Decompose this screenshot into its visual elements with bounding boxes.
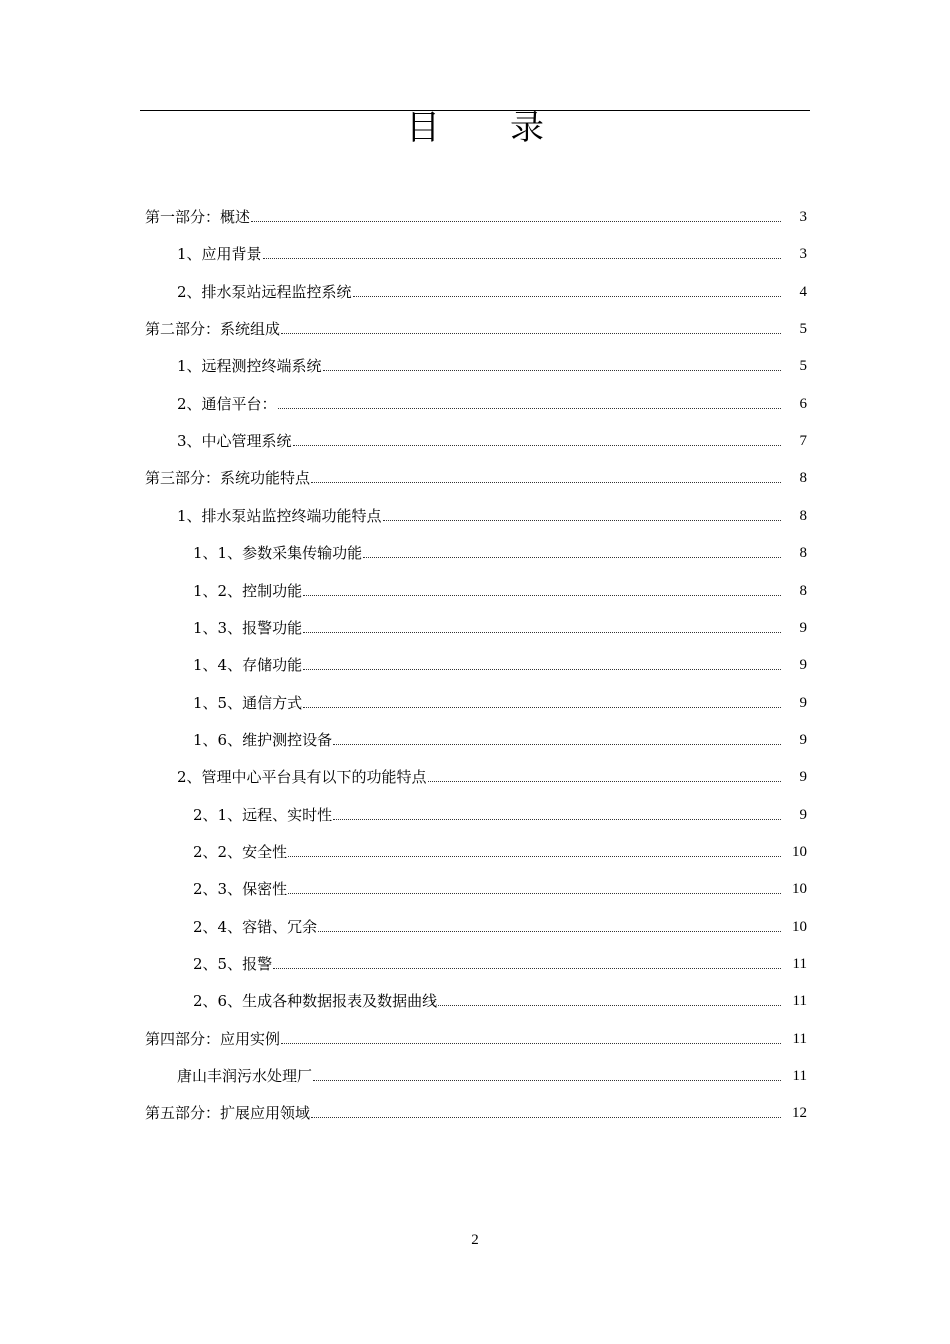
dot-leader [288, 856, 781, 857]
toc-entry-label: 1、6、维护测控设备 [193, 730, 333, 749]
toc-entry[interactable] [193, 825, 807, 862]
toc-entry-page-number: 11 [792, 956, 807, 972]
toc-entry-page-number: 10 [792, 843, 807, 860]
dot-leader [273, 968, 781, 969]
toc-entry-page-number: 9 [799, 619, 807, 636]
toc-entry-page-number: 9 [799, 657, 807, 674]
dot-leader [428, 781, 781, 782]
dot-leader [263, 258, 781, 259]
dot-leader [313, 1080, 781, 1081]
toc-entry[interactable] [145, 1012, 807, 1049]
dot-leader [303, 632, 781, 633]
toc-entry-label: 2、5、报警 [193, 955, 273, 973]
dot-leader [288, 893, 781, 894]
dot-leader [281, 1043, 781, 1044]
toc-entry-label: 2、6、生成各种数据报表及数据曲线 [193, 992, 438, 1011]
toc-entry[interactable] [193, 974, 807, 1011]
toc-entry-label: 唐山丰润污水处理厂 [177, 1067, 313, 1086]
toc-entry-label: 2、管理中心平台具有以下的功能特点 [177, 768, 427, 787]
toc-entry[interactable] [145, 302, 807, 339]
dot-leader [303, 595, 781, 596]
toc-entry[interactable] [193, 638, 807, 675]
toc-entry-page-number: 8 [799, 545, 807, 562]
toc-entry-page-number: 12 [792, 1105, 807, 1122]
dot-leader [353, 296, 781, 297]
toc-entry-page-number: 8 [799, 507, 807, 524]
toc-entry-label: 2、3、保密性 [193, 880, 288, 899]
toc-entry-page-number: 5 [799, 321, 807, 338]
toc-entry[interactable] [177, 489, 807, 526]
toc-title: 目录 [406, 108, 614, 148]
toc-entry[interactable] [145, 1086, 807, 1123]
toc-entry-label: 2、通信平台： [177, 394, 277, 413]
toc-entry[interactable] [177, 414, 807, 451]
toc-entry[interactable] [193, 900, 807, 937]
toc-entry[interactable] [145, 451, 807, 488]
toc-entry-page-number: 4 [799, 283, 807, 300]
dot-leader [251, 221, 781, 222]
toc-entry[interactable] [177, 750, 807, 787]
toc-entry-label: 1、1、参数采集传输功能 [193, 544, 363, 563]
dot-leader [318, 931, 781, 932]
toc-entry[interactable] [193, 788, 807, 825]
toc-entry-label: 1、3、报警功能 [193, 618, 303, 637]
dot-leader [311, 1117, 781, 1118]
toc-entry-label: 第三部分：系统功能特点 [145, 469, 311, 488]
toc-entry-page-number: 9 [799, 731, 807, 748]
dot-leader [281, 333, 781, 334]
page-number: 2 [471, 1232, 479, 1248]
toc-entry[interactable] [177, 265, 807, 302]
toc-entry-page-number: 11 [792, 1068, 807, 1085]
toc-entry-label: 2、2、安全性 [193, 842, 288, 861]
toc-entry[interactable] [193, 526, 807, 563]
toc-entry-label: 1、应用背景 [177, 245, 262, 264]
toc-entry[interactable] [177, 1049, 807, 1086]
toc-entry-label: 第四部分：应用实例 [145, 1029, 281, 1048]
toc-entry[interactable] [193, 862, 807, 899]
dot-leader [303, 669, 781, 670]
toc-entry-page-number: 3 [799, 209, 807, 225]
toc-entry-page-number: 10 [792, 881, 807, 898]
dot-leader [333, 744, 781, 745]
toc-entry-page-number: 10 [792, 918, 807, 935]
dot-leader [333, 819, 781, 820]
dot-leader [303, 707, 781, 708]
toc-entry[interactable] [193, 713, 807, 750]
dot-leader [323, 370, 781, 371]
dot-leader [383, 520, 781, 521]
toc-entry-page-number: 7 [799, 433, 807, 450]
dot-leader [278, 408, 781, 409]
dot-leader [293, 445, 781, 446]
toc-entry-page-number: 9 [799, 694, 807, 711]
toc-entry-label: 1、5、通信方式 [193, 693, 303, 712]
toc-entry[interactable] [193, 601, 807, 638]
toc-entry-label: 1、2、控制功能 [193, 581, 303, 600]
toc-entry-label: 3、中心管理系统 [177, 432, 292, 451]
toc-entry-page-number: 11 [792, 993, 807, 1010]
toc-entry-label: 2、1、远程、实时性 [193, 805, 333, 824]
toc-entry-label: 第二部分：系统组成 [145, 320, 281, 339]
toc-entry-page-number: 8 [799, 470, 807, 487]
dot-leader [363, 557, 781, 558]
toc-entry-page-number: 11 [792, 1030, 807, 1047]
toc-entry-page-number: 8 [799, 582, 807, 599]
toc-entry-label: 第一部分：概述 [145, 208, 251, 226]
toc-entry[interactable] [193, 676, 807, 713]
toc-entry[interactable] [177, 339, 807, 376]
toc-entry-page-number: 3 [799, 246, 807, 263]
toc-entry-label: 1、4、存储功能 [193, 656, 303, 675]
toc-entry-label: 第五部分：扩展应用领域 [145, 1104, 311, 1123]
toc-entry[interactable] [193, 564, 807, 601]
toc-entry[interactable] [145, 190, 807, 227]
toc-entry-label: 2、排水泵站远程监控系统 [177, 282, 352, 301]
toc-entry[interactable] [193, 937, 807, 974]
toc-entry-page-number: 9 [799, 806, 807, 823]
toc-entry-label: 2、4、容错、冗余 [193, 917, 318, 936]
toc-entry-page-number: 6 [799, 395, 807, 412]
toc-entry-page-number: 5 [799, 358, 807, 375]
toc-entry-label: 1、排水泵站监控终端功能特点 [177, 506, 382, 525]
toc-entry-page-number: 9 [799, 769, 807, 786]
toc-entry[interactable] [177, 377, 807, 414]
dot-leader [311, 482, 781, 483]
dot-leader [438, 1005, 781, 1006]
toc-entry[interactable] [177, 227, 807, 264]
toc-entry-label: 1、远程测控终端系统 [177, 357, 322, 376]
